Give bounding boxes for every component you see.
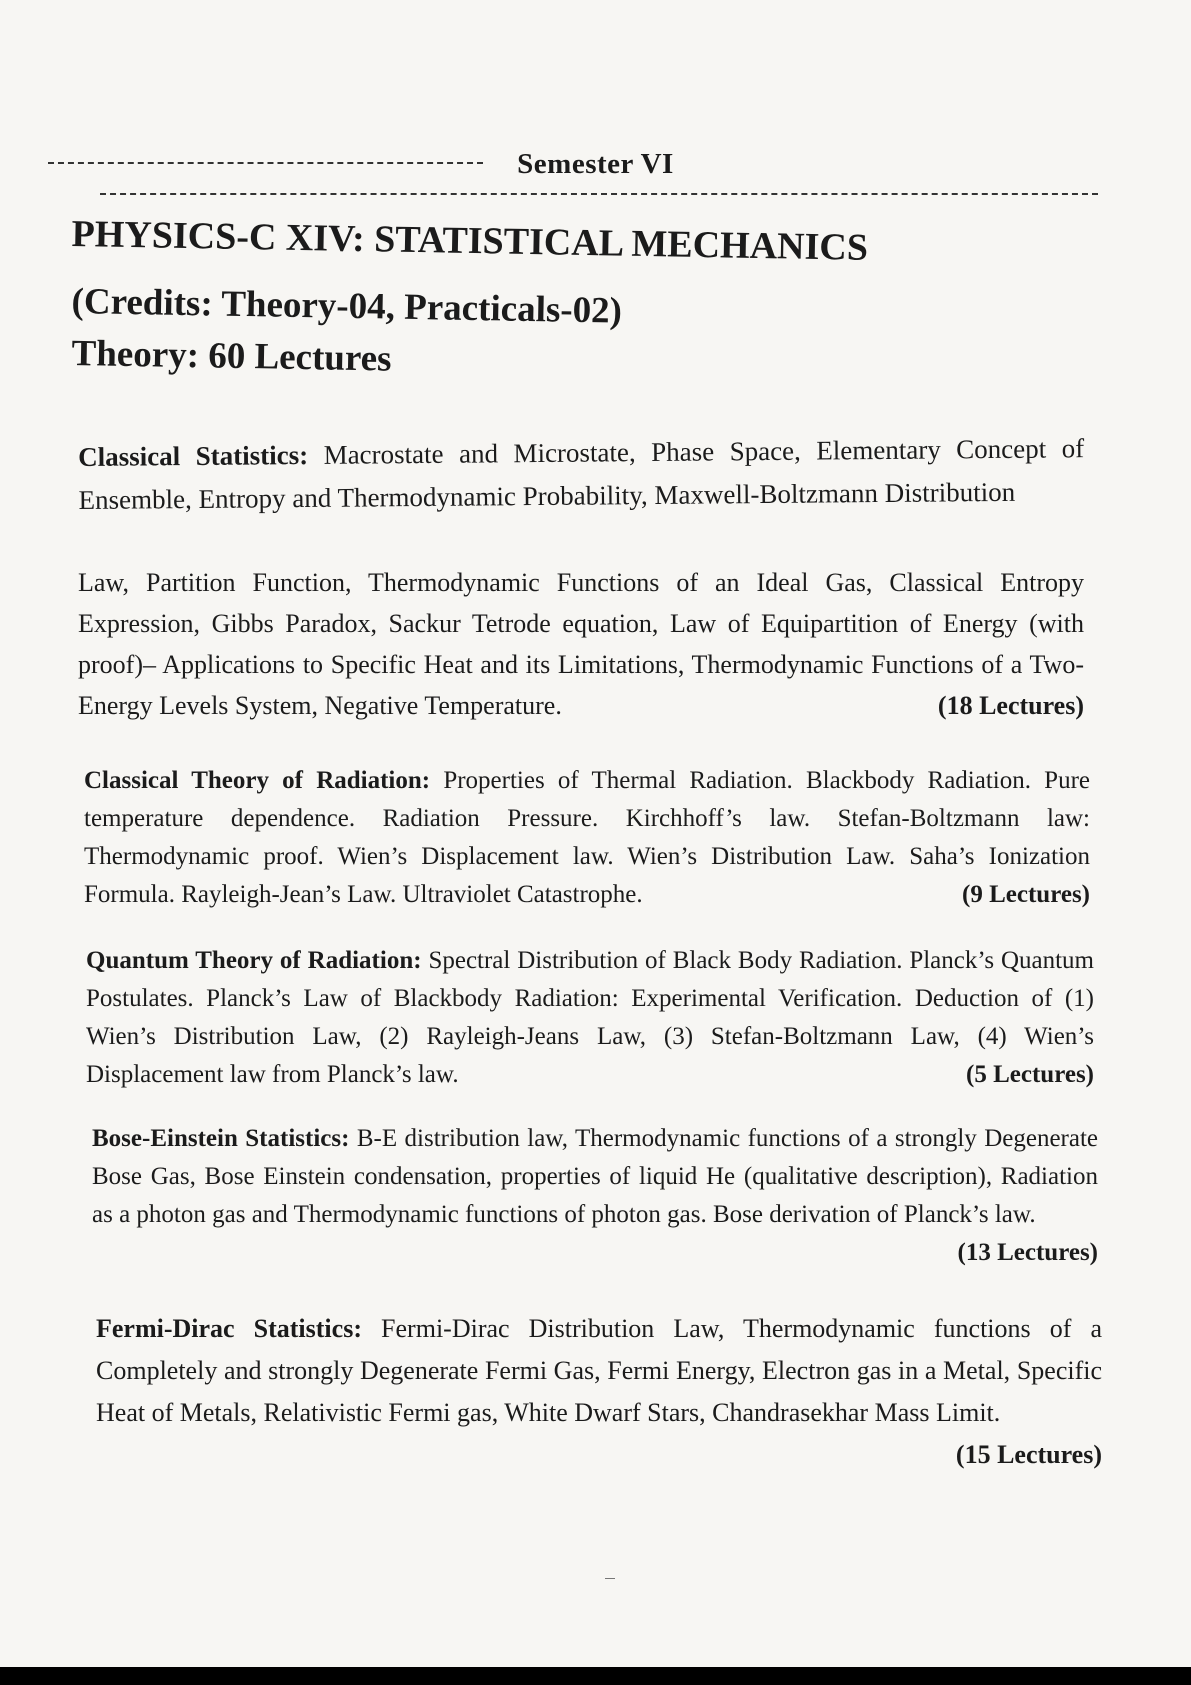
- dashed-rule-bottom: [100, 193, 1098, 195]
- lecture-count: (18 Lectures): [937, 691, 1084, 720]
- scan-edge-bar: [0, 1667, 1191, 1685]
- theory-lectures: Theory: 60 Lectures: [71, 332, 392, 380]
- semester-heading: Semester VI: [517, 148, 674, 180]
- lecture-count: (5 Lectures): [966, 1061, 1094, 1088]
- section-text: Law, Partition Function, Thermodynamic Functions of an Ideal Gas, Classical Entropy Expression, Gibbs Paradox, Sackur Tetrode equation, Law of Equipartition of Energy (with proof)– Applications to Specific Heat and its Limitations, Thermodynamic Functions of a Two-Energy Levels System, Negative Temperature.: [78, 568, 1084, 720]
- section-text: Spectral Distribution of Black Body Radiation. Planck’s Quantum Postulates. Planck’s Law of Blackbody Radiation: Experimental Verification. Deduction of (1) Wien’s Distribution Law, (2) Rayleigh-Jeans Law, (3) Stefan-Boltzmann Law, (4) Wien’s Displacement law from Planck’s law.: [86, 947, 1094, 1088]
- course-title: PHYSICS-C XIV: STATISTICAL MECHANICS: [71, 212, 869, 269]
- section-heading: Classical Statistics:: [78, 439, 309, 472]
- section-classical-statistics-continued: [78, 562, 1084, 726]
- section-text: B-E distribution law, Thermodynamic functions of a strongly Degenerate Bose Gas, Bose Einstein condensation, properties of liquid He (qualitative description), Radiation as a photon gas and Thermodynamic functions of photon gas. Bose derivation of Planck’s law.: [92, 1125, 1099, 1228]
- section-quantum-theory-of-radiation: [86, 942, 1094, 1094]
- section-heading: Fermi-Dirac Statistics:: [96, 1314, 362, 1343]
- section-bose-einstein-statistics: [92, 1120, 1098, 1272]
- section-text: Macrostate and Microstate, Phase Space, Elementary Concept of Ensemble, Entropy and Thermodynamic Probability, Maxwell-Boltzmann Distribution: [78, 433, 1085, 515]
- section-text: Fermi-Dirac Distribution Law, Thermodynamic functions of a Completely and strongly Degenerate Fermi Gas, Fermi Energy, Electron gas in a Metal, Specific Heat of Metals, Relativistic Fermi gas, White Dwarf Stars, Chandrasekhar Mass Limit.: [96, 1314, 1102, 1427]
- section-heading: Classical Theory of Radiation:: [84, 767, 431, 794]
- course-credits: (Credits: Theory-04, Practicals-02): [71, 280, 623, 332]
- lecture-count: (9 Lectures): [962, 881, 1090, 908]
- lecture-count: (15 Lectures): [955, 1440, 1102, 1469]
- section-heading: Bose-Einstein Statistics:: [92, 1125, 350, 1152]
- page-mark: [605, 1578, 615, 1579]
- section-heading: Quantum Theory of Radiation:: [86, 947, 422, 974]
- section-classical-theory-of-radiation: [84, 762, 1090, 914]
- section-classical-statistics: [78, 427, 1085, 522]
- section-fermi-dirac-statistics: [96, 1308, 1102, 1476]
- section-text: Properties of Thermal Radiation. Blackbody Radiation. Pure temperature dependence. Radiation Pressure. Kirchhoff’s law. Stefan-Boltzmann law: Thermodynamic proof. Wien’s Displacement law. Wien’s Distribution Law. Saha’s Ionization Formula. Rayleigh-Jean’s Law. Ultraviolet Catastrophe.: [84, 767, 1090, 908]
- lecture-count: (13 Lectures): [957, 1239, 1098, 1266]
